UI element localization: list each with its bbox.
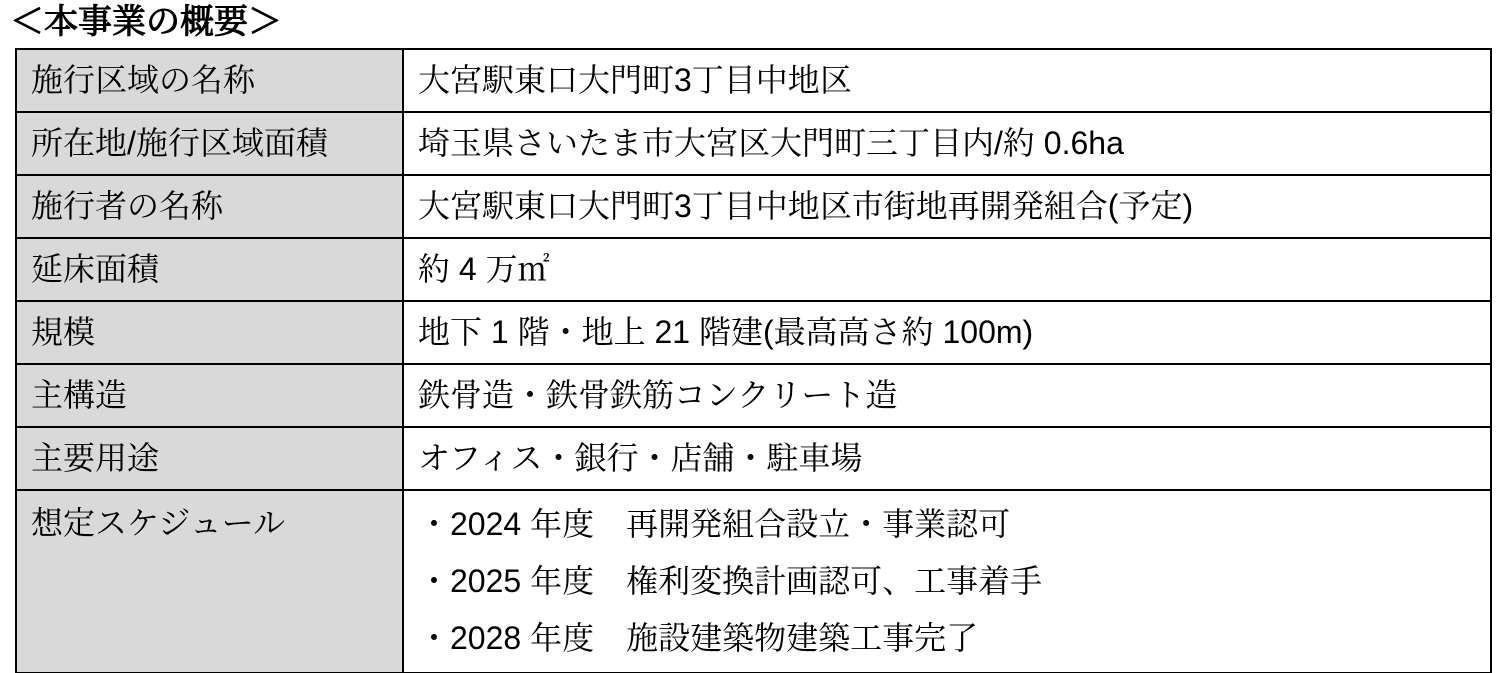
schedule-line-2024: ・2024 年度 再開発組合設立・事業認可 (418, 506, 1011, 542)
row-value: 大宮駅東口大門町3丁目中地区 (403, 49, 1491, 112)
schedule-line-2025: ・2025 年度 権利変換計画認可、工事着手 (418, 563, 1043, 599)
row-label: 規模 (16, 301, 403, 364)
table-row-location-area (16, 112, 1491, 175)
schedule-line-2028: ・2028 年度 施設建築物建築工事完了 (418, 620, 979, 656)
table-row-main-structure (16, 364, 1491, 427)
row-value (403, 490, 1491, 673)
row-value: 大宮駅東口大門町3丁目中地区市街地再開発組合(予定) (403, 175, 1491, 238)
table-row-main-use (16, 427, 1491, 490)
row-value: 約 4 万㎡ (403, 238, 1491, 301)
row-label: 所在地/施行区域面積 (16, 112, 403, 175)
row-label: 想定スケジュール (16, 490, 403, 673)
table-row-district-name (16, 49, 1491, 112)
row-value: 地下 1 階・地上 21 階建(最高高さ約 100m) (403, 301, 1491, 364)
row-label: 主要用途 (16, 427, 403, 490)
table-row-floor-area (16, 238, 1491, 301)
row-label: 施行区域の名称 (16, 49, 403, 112)
page-title: ＜本事業の概要＞ (10, 3, 282, 41)
row-label: 施行者の名称 (16, 175, 403, 238)
row-value: 埼玉県さいたま市大宮区大門町三丁目内/約 0.6ha (403, 112, 1491, 175)
row-value: オフィス・銀行・店舗・駐車場 (403, 427, 1491, 490)
table-row-schedule (16, 490, 1491, 673)
table-row-scale (16, 301, 1491, 364)
row-label: 延床面積 (16, 238, 403, 301)
table-row-implementer-name (16, 175, 1491, 238)
project-overview-table (15, 48, 1492, 673)
row-label: 主構造 (16, 364, 403, 427)
row-value: 鉄骨造・鉄骨鉄筋コンクリート造 (403, 364, 1491, 427)
